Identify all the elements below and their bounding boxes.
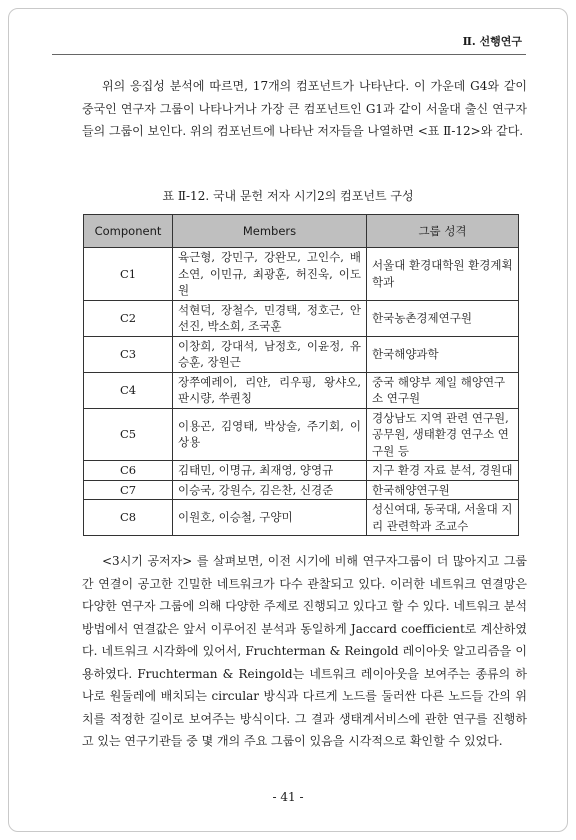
section-header: Ⅱ. 선행연구 xyxy=(462,35,522,48)
cell-members: 육근형, 강민구, 강완모, 고인수, 배소연, 이민규, 최광훈, 허진욱, 이도원 xyxy=(173,248,367,301)
cell-group: 서울대 환경대학원 환경계획학과 xyxy=(367,248,519,301)
cell-component: C1 xyxy=(84,248,173,301)
table-row xyxy=(84,500,519,536)
cell-members: 이원호, 이승철, 구양미 xyxy=(173,500,367,536)
table-row xyxy=(84,300,519,336)
cell-members: 이용곤, 김영태, 박상술, 주기회, 이상용 xyxy=(173,408,367,461)
cell-members: 장쭈예레이, 리얀, 리우핑, 왕샤오, 판시량, 쑤퀀칭 xyxy=(173,372,367,408)
table-caption: 표 Ⅱ-12. 국내 문헌 저자 시기2의 컴포넌트 구성 xyxy=(162,189,414,203)
table-row xyxy=(84,480,519,500)
cell-component: C6 xyxy=(84,461,173,481)
table-row xyxy=(84,336,519,372)
table-row xyxy=(84,461,519,481)
cell-group: 지구 환경 자료 분석, 경원대 xyxy=(367,461,519,481)
cell-group: 한국해양과학 xyxy=(367,336,519,372)
cell-component: C8 xyxy=(84,500,173,536)
table-header-row xyxy=(84,215,519,248)
cell-component: C5 xyxy=(84,408,173,461)
paragraph-analysis: <3시기 공저자> 를 살펴보면, 이전 시기에 비해 연구자그룹이 더 많아지고 그룹 간 연결이 공고한 긴밀한 네트워크가 다수 관찰되고 있다. 이러한 네트워크 연결망은 다양한 연구자 그룹에 의해 다양한 주제로 진행되고 있다고 할 수 있다. 네트워크 분석 방법에서 연결값은 앞서 이루어진 분석과 동일하게 Jaccard coefficient로 계산하였다. 네트워크 시각화에 있어서, Fruchterman & Reingold 레이아웃 알고리즘을 이용하였다. Fruchterman & Reingold는 네트워크 레이아웃을 보여주는 종류의 하나로 원둘레에 배치되는 circular 방식과 다르게 노드를 둘러싼 다른 노드들 간의 위치를 적정한 길이로 보여주는 방식이다. 그 결과 생태계서비스에 관한 연구를 진행하고 있는 연구기관들 중 몇 개의 주요 그룹이 있음을 시각적으로 확인할 수 있었다. xyxy=(82,554,527,748)
paragraph-intro: 위의 응집성 분석에 따르면, 17개의 컴포넌트가 나타난다. 이 가운데 G4와 같이 중국인 연구자 그룹이 나타나거나 가장 큰 컴포넌트인 G1과 같이 서울대 출신 연구자들의 그룹이 보인다. 위의 컴포넌트에 나타난 저자들을 나열하면 <표 Ⅱ-12>와 같다. xyxy=(82,79,527,138)
cell-members: 석현덕, 장철수, 민경택, 정호근, 안선진, 박소희, 조국훈 xyxy=(173,300,367,336)
cell-members: 이창희, 강대석, 남정호, 이윤정, 유승훈, 장원근 xyxy=(173,336,367,372)
cell-group: 한국해양연구원 xyxy=(367,480,519,500)
cell-group: 경상남도 지역 관련 연구원, 공무원, 생태환경 연구소 연구원 등 xyxy=(367,408,519,461)
component-table xyxy=(83,214,519,536)
header-group: 그룹 성격 xyxy=(367,215,519,248)
table-row xyxy=(84,248,519,301)
cell-component: C3 xyxy=(84,336,173,372)
cell-members: 이승국, 강원수, 김은찬, 신경준 xyxy=(173,480,367,500)
page-number: - 41 - xyxy=(272,790,304,804)
header-members: Members xyxy=(173,215,367,248)
cell-group: 한국농촌경제연구원 xyxy=(367,300,519,336)
table-row xyxy=(84,372,519,408)
cell-group: 성신여대, 동국대, 서울대 지리 관련학과 조교수 xyxy=(367,500,519,536)
cell-component: C2 xyxy=(84,300,173,336)
cell-component: C4 xyxy=(84,372,173,408)
cell-members: 김태민, 이명규, 최재영, 양영규 xyxy=(173,461,367,481)
header-component: Component xyxy=(84,215,173,248)
cell-group: 중국 해양부 제일 해양연구소 연구원 xyxy=(367,372,519,408)
cell-component: C7 xyxy=(84,480,173,500)
table-row xyxy=(84,408,519,461)
header-rule xyxy=(52,54,526,55)
